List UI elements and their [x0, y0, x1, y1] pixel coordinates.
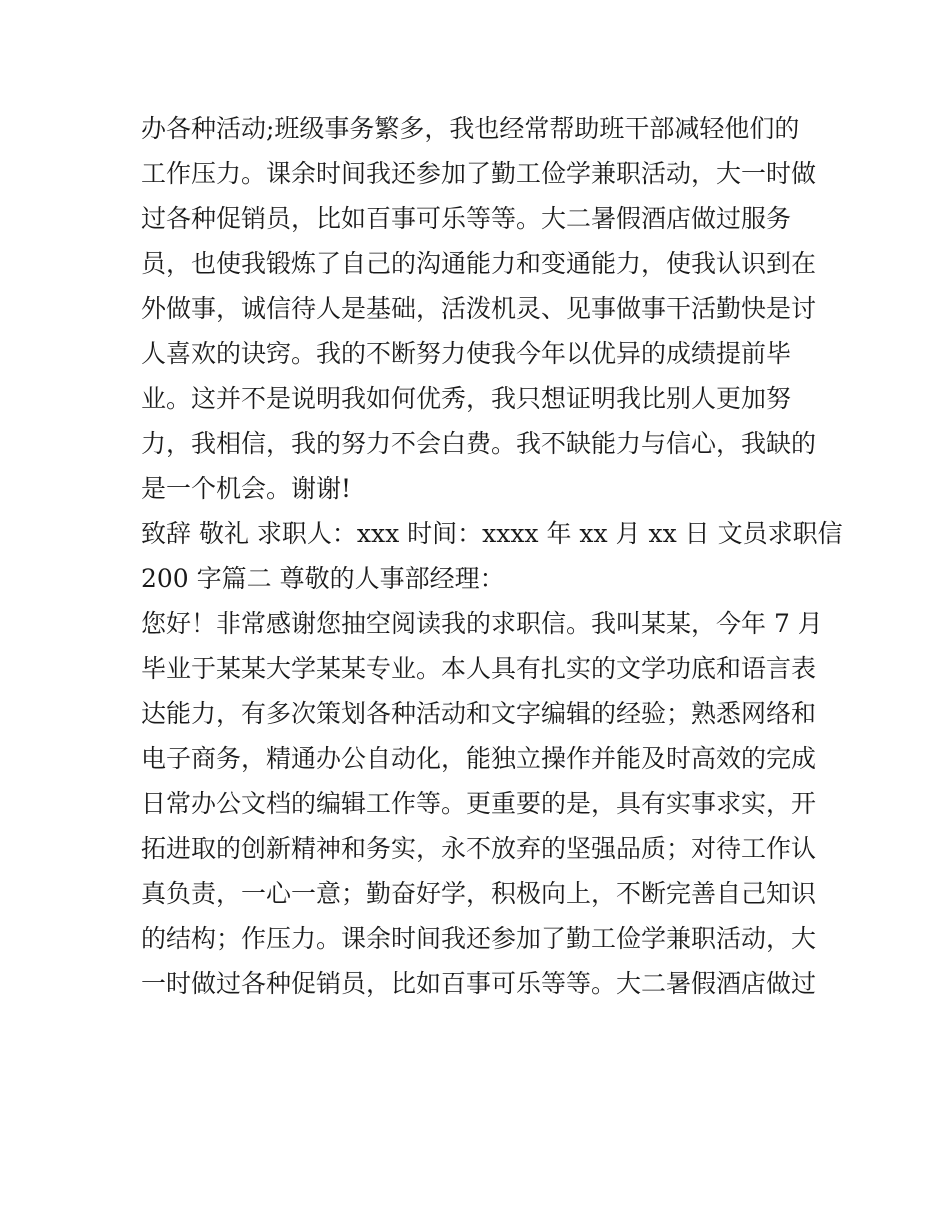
- text-line-6: 人喜欢的诀窍。我的不断努力使我今年以优异的成绩提前毕: [141, 339, 792, 368]
- text-line-13: 毕业于某某大学某某专业。本人具有扎实的文学功底和语言表: [141, 654, 817, 683]
- text-line-1: 办各种活动;班级事务繁多，我也经常帮助班干部减轻他们的: [141, 114, 800, 143]
- text-line-17: 拓进取的创新精神和务实，永不放弃的坚强品质；对待工作认: [141, 834, 817, 863]
- text-line-8: 力，我相信，我的努力不会白费。我不缺能力与信心，我缺的: [141, 429, 817, 458]
- text-line-15: 电子商务，精通办公自动化，能独立操作并能及时高效的完成: [141, 744, 817, 773]
- text-line-19: 的结构；作压力。课余时间我还参加了勤工俭学兼职活动，大: [141, 924, 817, 953]
- text-line-9: 是一个机会。谢谢!: [141, 474, 352, 503]
- text-line-14: 达能力，有多次策划各种活动和文字编辑的经验；熟悉网络和: [141, 699, 817, 728]
- text-line-5: 外做事，诚信待人是基础，活泼机灵、见事做事干活勤快是讨: [141, 294, 817, 323]
- text-line-18: 真负责，一心一意；勤奋好学，积极向上，不断完善自己知识: [141, 879, 817, 908]
- text-line-12: 您好！非常感谢您抽空阅读我的求职信。我叫某某，今年 7 月: [141, 609, 823, 638]
- text-line-3: 过各种促销员，比如百事可乐等等。大二暑假酒店做过服务: [141, 204, 792, 233]
- text-line-7: 业。这并不是说明我如何优秀，我只想证明我比别人更加努: [141, 384, 792, 413]
- text-line-4: 员，也使我锻炼了自己的沟通能力和变通能力，使我认识到在: [141, 249, 817, 278]
- text-line-20: 一时做过各种促销员，比如百事可乐等等。大二暑假酒店做过: [141, 969, 817, 998]
- text-line-11: 200 字篇二 尊敬的人事部经理：: [141, 564, 505, 593]
- text-line-2: 工作压力。课余时间我还参加了勤工俭学兼职活动，大一时做: [141, 159, 817, 188]
- text-line-16: 日常办公文档的编辑工作等。更重要的是，具有实事求实，开: [141, 789, 817, 818]
- text-line-10: 致辞 敬礼 求职人：xxx 时间：xxxx 年 xx 月 xx 日 文员求职信: [141, 519, 843, 548]
- body-text: [141, 106, 843, 1006]
